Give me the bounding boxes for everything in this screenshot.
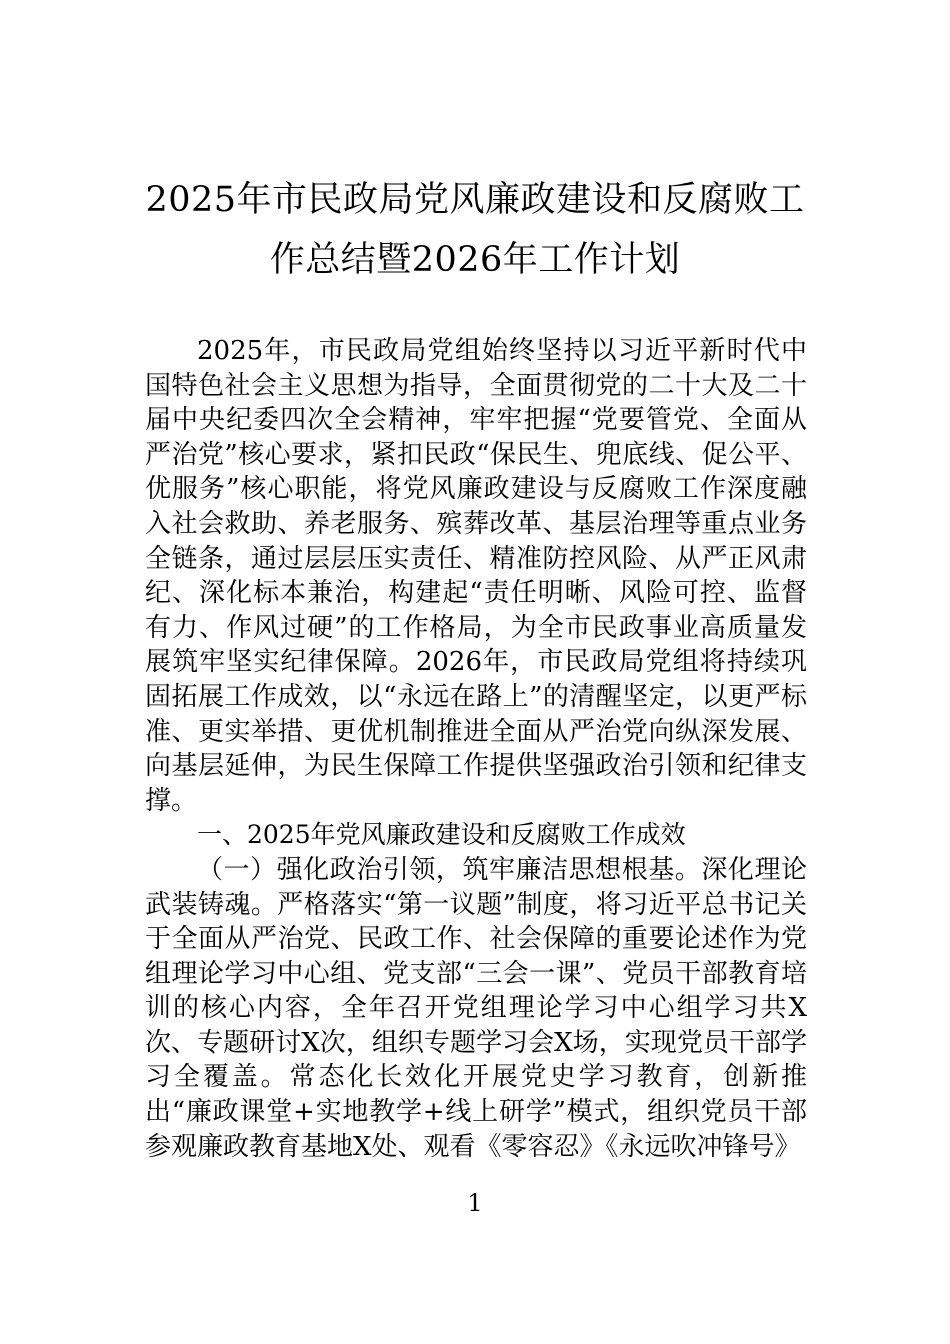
title-line-1: 2025年市民政局党风廉政建设和反腐败工: [145, 180, 805, 220]
document-title: [100, 170, 850, 290]
intro-paragraph: 2025年，市民政局党组始终坚持以习近平新时代中国特色社会主义思想为指导，全面贯彻党的二十大及二十届中央纪委四次全会精神，牢牢把握“党要管党、全面从严治党”核心要求，紧扣民政“保民生、兜底线、促公平、优服务”核心职能，将党风廉政建设与反腐败工作深度融入社会救助、养老服务、殡葬改革、基层治理等重点业务全链条，通过层层压实责任、精准防控风险、从严正风肃纪、深化标本兼治，构建起“责任明晰、风险可控、监督有力、作风过硬”的工作格局，为全市民政事业高质量发展筑牢坚实纪律保障。2026年，市民政局党组将持续巩固拓展工作成效，以“永远在路上”的清醒坚定，以更严标准、更实举措、更优机制推进全面从严治党向纵深发展、向基层延伸，为民生保障工作提供坚强政治引领和纪律支撑。: [145, 336, 807, 816]
section-1-paragraph-1: （一）强化政治引领，筑牢廉洁思想根基。深化理论武装铸魂。严格落实“第一议题”制度，将习近平总书记关于全面从严治党、民政工作、社会保障的重要论述作为党组理论学习中心组、党支部“三会一课”、党员干部教育培训的核心内容，全年召开党组理论学习中心组学习共X次、专题研讨X次，组织专题学习会X场，实现党员干部学习全覆盖。常态化长效化开展党史学习教育，创新推出“廉政课堂+实地教学+线上研学”模式，组织党员干部参观廉政教育基地X处、观看《零容忍》《永远吹冲锋号》: [145, 854, 807, 1162]
section-heading-1: 一、2025年党风廉政建设和反腐败工作成效: [197, 820, 686, 850]
title-line-2: 作总结暨2026年工作计划: [269, 240, 681, 280]
page-number: 1: [467, 1189, 483, 1217]
document-body: [145, 334, 807, 1164]
